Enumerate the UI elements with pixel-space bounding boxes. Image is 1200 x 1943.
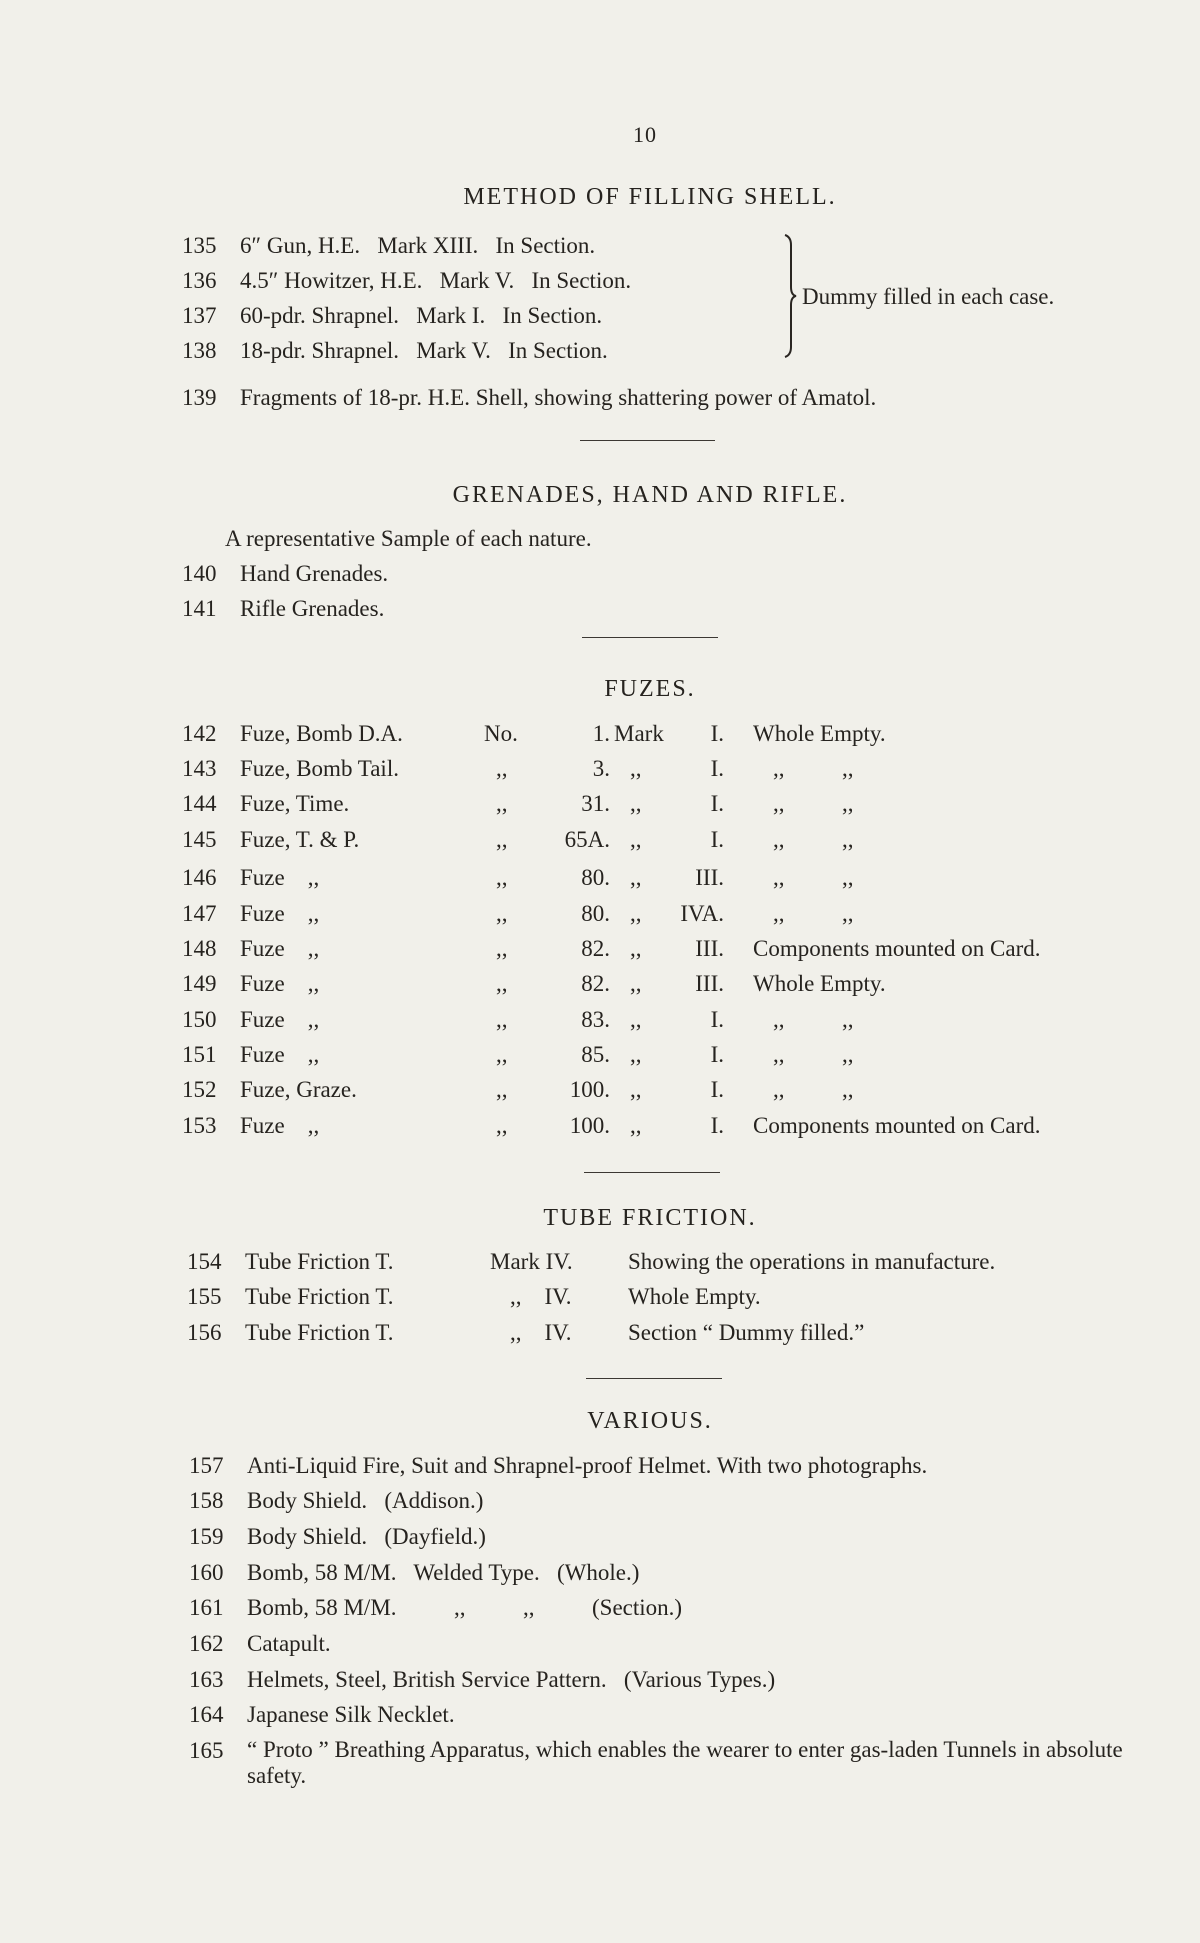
list-item <box>182 560 388 588</box>
fuze-description: Fuze ,, <box>240 901 320 926</box>
fuze-number: 148 <box>182 936 217 961</box>
tube-number: 156 <box>187 1320 222 1345</box>
section-title-tube-friction: TUBE FRICTION. <box>543 1205 757 1231</box>
fuze-notes: Whole Empty. <box>753 721 886 746</box>
fuze-no-value: 82. <box>581 971 610 996</box>
section-divider <box>582 637 718 638</box>
fuze-number: 144 <box>182 791 217 816</box>
fuze-mark-value: I. <box>710 1077 724 1102</box>
fuze-notes: Components mounted on Card. <box>753 936 1041 961</box>
tube-number: 154 <box>187 1249 222 1274</box>
tube-notes: Showing the operations in manufacture. <box>628 1249 996 1274</box>
fuze-no-label: ,, <box>496 1077 508 1102</box>
item-text: 60-pdr. Shrapnel. Mark I. In Section. <box>240 303 603 328</box>
item-number: 140 <box>182 561 217 586</box>
tube-number: 155 <box>187 1284 222 1309</box>
fuze-notes: Components mounted on Card. <box>753 1113 1041 1138</box>
list-item <box>189 1666 775 1694</box>
item-number: 164 <box>189 1702 224 1727</box>
item-number: 135 <box>182 233 217 258</box>
fuze-notes: ,, ,, <box>773 1007 854 1032</box>
list-item <box>182 337 608 365</box>
fuze-mark-value: I. <box>710 1113 724 1138</box>
fuze-description: Fuze, Bomb Tail. <box>240 756 399 781</box>
fuze-number: 147 <box>182 901 217 926</box>
fuze-no-label: ,, <box>496 936 508 961</box>
fuze-mark-value: I. <box>710 756 724 781</box>
fuze-number: 152 <box>182 1077 217 1102</box>
fuze-notes: ,, ,, <box>773 1042 854 1067</box>
tube-mark: ,, IV. <box>510 1320 572 1345</box>
item-text: 4.5″ Howitzer, H.E. Mark V. In Section. <box>240 268 632 293</box>
fuze-mark-value: IVA. <box>680 901 724 926</box>
list-item <box>189 1452 927 1480</box>
item-text: Body Shield. (Addison.) <box>247 1488 484 1513</box>
fuze-description: Fuze ,, <box>240 971 320 996</box>
fuze-no-label: ,, <box>496 901 508 926</box>
section-title-grenades: GRENADES, HAND AND RIFLE. <box>452 482 848 508</box>
list-item <box>189 1594 682 1622</box>
tube-mark: Mark IV. <box>490 1249 573 1274</box>
fuze-no-value: 3. <box>592 756 610 781</box>
fuze-mark-label: ,, <box>630 1077 642 1102</box>
tube-notes: Section “ Dummy filled.” <box>628 1320 865 1345</box>
section-divider <box>580 440 715 441</box>
fuze-mark-value: I. <box>710 1042 724 1067</box>
item-number: 161 <box>189 1595 224 1620</box>
fuze-no-label: ,, <box>496 865 508 890</box>
fuze-no-value: 100. <box>569 1077 610 1102</box>
item-number: 165 <box>189 1738 224 1763</box>
item-number: 139 <box>182 385 217 410</box>
fuze-mark-value: III. <box>695 865 724 890</box>
fuze-no-value: 31. <box>581 791 610 816</box>
item-number: 157 <box>189 1453 224 1478</box>
fuze-no-label: ,, <box>496 971 508 996</box>
fuze-mark-label: ,, <box>630 936 642 961</box>
fuze-mark-label: ,, <box>630 827 642 852</box>
fuze-description: Fuze, Graze. <box>240 1077 357 1102</box>
fuze-mark-value: I. <box>710 721 724 746</box>
brace-label: Dummy filled in each case. <box>802 284 1055 309</box>
fuze-notes: ,, ,, <box>773 865 854 890</box>
fuze-number: 153 <box>182 1113 217 1138</box>
fuze-mark-value: III. <box>695 971 724 996</box>
item-text: Rifle Grenades. <box>240 596 385 621</box>
fuze-no-label: No. <box>484 721 518 746</box>
item-text: “ Proto ” Breathing Apparatus, which enables the wearer to enter gas-laden Tunnels in absolute safety. <box>247 1737 1123 1788</box>
fuze-description: Fuze ,, <box>240 865 320 890</box>
fuze-mark-label: ,, <box>630 971 642 996</box>
fuze-number: 151 <box>182 1042 217 1067</box>
right-brace-icon <box>783 233 797 359</box>
fuze-description: Fuze ,, <box>240 936 320 961</box>
tube-mark: ,, IV. <box>510 1284 572 1309</box>
item-text: Anti-Liquid Fire, Suit and Shrapnel-proof Helmet. With two photographs. <box>247 1453 928 1478</box>
fuze-no-value: 85. <box>581 1042 610 1067</box>
item-number: 141 <box>182 596 217 621</box>
tube-notes: Whole Empty. <box>628 1284 761 1309</box>
item-text: Body Shield. (Dayfield.) <box>247 1524 486 1549</box>
list-item <box>182 384 876 412</box>
list-item <box>182 302 602 330</box>
item-number: 158 <box>189 1488 224 1513</box>
list-item <box>189 1523 486 1551</box>
fuze-number: 142 <box>182 721 217 746</box>
fuze-notes: ,, ,, <box>773 901 854 926</box>
section-title-method: METHOD OF FILLING SHELL. <box>463 184 837 210</box>
fuze-no-label: ,, <box>496 1042 508 1067</box>
list-item <box>182 232 595 260</box>
fuze-mark-value: III. <box>695 936 724 961</box>
item-number: 162 <box>189 1631 224 1656</box>
fuze-no-value: 80. <box>581 865 610 890</box>
fuze-mark-value: I. <box>710 791 724 816</box>
section-intro: A representative Sample of each nature. <box>225 526 592 551</box>
list-item <box>189 1701 455 1729</box>
fuze-number: 145 <box>182 827 217 852</box>
fuze-no-label: ,, <box>496 1007 508 1032</box>
fuze-notes: ,, ,, <box>773 756 854 781</box>
fuze-mark-value: I. <box>710 1007 724 1032</box>
list-item <box>189 1737 1129 1789</box>
fuze-notes: ,, ,, <box>773 827 854 852</box>
tube-description: Tube Friction T. <box>245 1284 394 1309</box>
fuze-description: Fuze ,, <box>240 1007 320 1032</box>
fuze-mark-label: ,, <box>630 791 642 816</box>
fuze-description: Fuze ,, <box>240 1042 320 1067</box>
item-number: 159 <box>189 1524 224 1549</box>
fuze-no-value: 83. <box>581 1007 610 1032</box>
fuze-mark-label: ,, <box>630 756 642 781</box>
list-item <box>182 267 631 295</box>
list-item <box>189 1487 483 1515</box>
fuze-number: 146 <box>182 865 217 890</box>
fuze-no-label: ,, <box>496 1113 508 1138</box>
section-divider <box>584 1172 720 1173</box>
fuze-no-value: 82. <box>581 936 610 961</box>
fuze-no-value: 1. <box>592 721 610 746</box>
fuze-number: 149 <box>182 971 217 996</box>
item-number: 163 <box>189 1667 224 1692</box>
item-text: Bomb, 58 M/M. Welded Type. (Whole.) <box>247 1560 640 1585</box>
section-title-fuzes: FUZES. <box>604 676 696 702</box>
page-number: 10 <box>633 122 657 147</box>
fuze-no-value: 80. <box>581 901 610 926</box>
fuze-mark-label: ,, <box>630 865 642 890</box>
fuze-no-label: ,, <box>496 827 508 852</box>
fuze-no-value: 100. <box>569 1113 610 1138</box>
list-item <box>189 1559 639 1587</box>
fuze-no-value: 65A. <box>564 827 610 852</box>
fuze-no-label: ,, <box>496 791 508 816</box>
list-item <box>189 1630 331 1658</box>
section-divider <box>586 1378 722 1379</box>
item-text: Helmets, Steel, British Service Pattern. (Various Types.) <box>247 1667 776 1692</box>
item-number: 138 <box>182 338 217 363</box>
fuze-mark-label: ,, <box>630 1042 642 1067</box>
fuze-description: Fuze ,, <box>240 1113 320 1138</box>
item-number: 136 <box>182 268 217 293</box>
section-title-various: VARIOUS. <box>587 1408 713 1434</box>
item-text: Fragments of 18-pr. H.E. Shell, showing shattering power of Amatol. <box>240 385 877 410</box>
item-text: Catapult. <box>247 1631 331 1656</box>
fuze-notes: ,, ,, <box>773 791 854 816</box>
fuze-notes: Whole Empty. <box>753 971 886 996</box>
tube-description: Tube Friction T. <box>245 1249 394 1274</box>
fuze-description: Fuze, T. & P. <box>240 827 360 852</box>
item-text: 6″ Gun, H.E. Mark XIII. In Section. <box>240 233 596 258</box>
fuze-mark-label: ,, <box>630 1113 642 1138</box>
item-text: Bomb, 58 M/M. ,, ,, (Section.) <box>247 1595 683 1620</box>
fuze-no-label: ,, <box>496 756 508 781</box>
fuze-description: Fuze, Bomb D.A. <box>240 721 403 746</box>
fuze-mark-label: Mark <box>614 721 664 746</box>
fuze-mark-label: ,, <box>630 1007 642 1032</box>
item-number: 137 <box>182 303 217 328</box>
fuze-mark-label: ,, <box>630 901 642 926</box>
fuze-number: 143 <box>182 756 217 781</box>
list-item <box>182 595 384 623</box>
fuze-mark-value: I. <box>710 827 724 852</box>
item-text: Hand Grenades. <box>240 561 389 586</box>
fuze-number: 150 <box>182 1007 217 1032</box>
item-text: Japanese Silk Necklet. <box>247 1702 455 1727</box>
item-text: 18-pdr. Shrapnel. Mark V. In Section. <box>240 338 608 363</box>
fuze-notes: ,, ,, <box>773 1077 854 1102</box>
tube-description: Tube Friction T. <box>245 1320 394 1345</box>
fuze-description: Fuze, Time. <box>240 791 350 816</box>
item-number: 160 <box>189 1560 224 1585</box>
